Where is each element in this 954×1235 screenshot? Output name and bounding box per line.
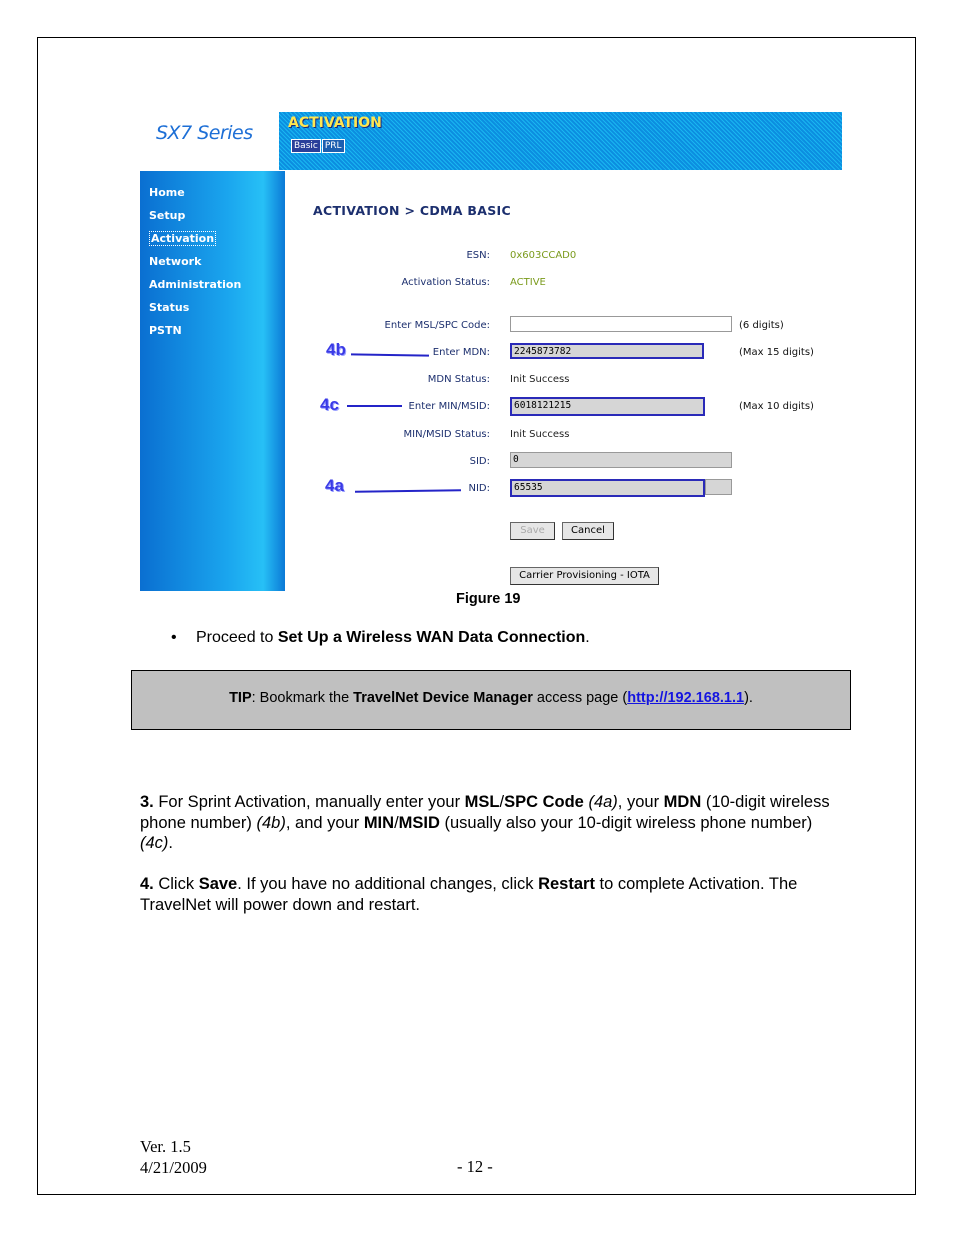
nid-label: NID: <box>468 483 490 494</box>
min-status-label: MIN/MSID Status: <box>403 429 490 440</box>
header-banner <box>279 112 842 170</box>
tip-text: TIP: Bookmark the TravelNet Device Manager access page (http://192.168.1.1). <box>229 690 753 706</box>
sidebar-nav <box>149 186 241 347</box>
mdn-status-label: MDN Status: <box>427 374 490 385</box>
sid-label: SID: <box>469 456 490 467</box>
footer-version: Ver. 1.5 <box>140 1137 191 1156</box>
breadcrumb: ACTIVATION > CDMA BASIC <box>313 203 511 218</box>
carrier-provisioning-button[interactable]: Carrier Provisioning - IOTA <box>510 567 659 585</box>
product-logo: SX7 Series <box>156 122 253 144</box>
nid-input-tail <box>705 479 732 495</box>
cancel-button[interactable]: Cancel <box>562 522 614 540</box>
sidebar-item-status[interactable]: Status <box>149 301 190 314</box>
bullet-dot: • <box>171 629 177 646</box>
sidebar-item-activation[interactable]: Activation <box>151 232 215 245</box>
sidebar-item-home[interactable]: Home <box>149 186 185 199</box>
min-status-value: Init Success <box>510 429 570 440</box>
esn-value: 0x603CCAD0 <box>510 250 577 261</box>
nid-input[interactable]: 65535 <box>510 479 705 497</box>
msl-label: Enter MSL/SPC Code: <box>384 320 490 331</box>
sidebar-item-setup[interactable]: Setup <box>149 209 186 222</box>
bullet-text: Proceed to Set Up a Wireless WAN Data Connection. <box>196 629 590 646</box>
callout-4b: 4b <box>326 340 346 359</box>
sidebar-item-pstn[interactable]: PSTN <box>149 324 182 337</box>
sidebar-item-network[interactable]: Network <box>149 255 202 268</box>
tab-prl[interactable]: PRL <box>322 139 345 153</box>
step-3-paragraph: 3. For Sprint Activation, manually enter your MSL/SPC Code (4a), your MDN (10-digit wireless phone number) (4b), and your MIN/MSID (usually also your 10-digit wireless phone number) (4c). <box>140 793 830 852</box>
tip-box <box>131 670 851 730</box>
mdn-input[interactable]: 2245873782 <box>510 343 704 359</box>
activation-status-label: Activation Status: <box>401 277 490 288</box>
mdn-label: Enter MDN: <box>432 347 490 358</box>
min-label: Enter MIN/MSID: <box>408 401 490 412</box>
banner-title: ACTIVATION <box>288 115 382 131</box>
main-content <box>285 171 842 591</box>
activation-screenshot <box>140 112 842 591</box>
footer-date: 4/21/2009 <box>140 1158 207 1177</box>
device-manager-link[interactable]: http://192.168.1.1 <box>627 690 745 706</box>
sid-input[interactable]: 0 <box>510 452 732 468</box>
sidebar <box>140 171 285 591</box>
callout-4c: 4c <box>320 395 339 414</box>
tab-basic[interactable]: Basic <box>291 139 321 153</box>
step-4-paragraph: 4. Click Save. If you have no additional changes, click Restart to complete Activation. The TravelNet will power down and restart. <box>140 875 798 914</box>
msl-input[interactable] <box>510 316 732 332</box>
esn-label: ESN: <box>466 250 490 261</box>
callout-4c-line <box>347 405 402 407</box>
footer-version-date <box>140 1136 207 1178</box>
figure-caption: Figure 19 <box>456 591 521 607</box>
min-input[interactable]: 6018121215 <box>510 397 705 416</box>
mdn-status-value: Init Success <box>510 374 570 385</box>
msl-hint: (6 digits) <box>739 320 784 331</box>
sidebar-item-administration[interactable]: Administration <box>149 278 242 291</box>
min-hint: (Max 10 digits) <box>739 401 814 412</box>
activation-status-value: ACTIVE <box>510 277 546 288</box>
callout-4a: 4a <box>325 476 344 495</box>
page-number: - 12 - <box>457 1157 493 1176</box>
logo-area <box>140 112 279 170</box>
banner-tabs <box>291 139 345 153</box>
mdn-hint: (Max 15 digits) <box>739 347 814 358</box>
save-button[interactable]: Save <box>510 522 555 540</box>
